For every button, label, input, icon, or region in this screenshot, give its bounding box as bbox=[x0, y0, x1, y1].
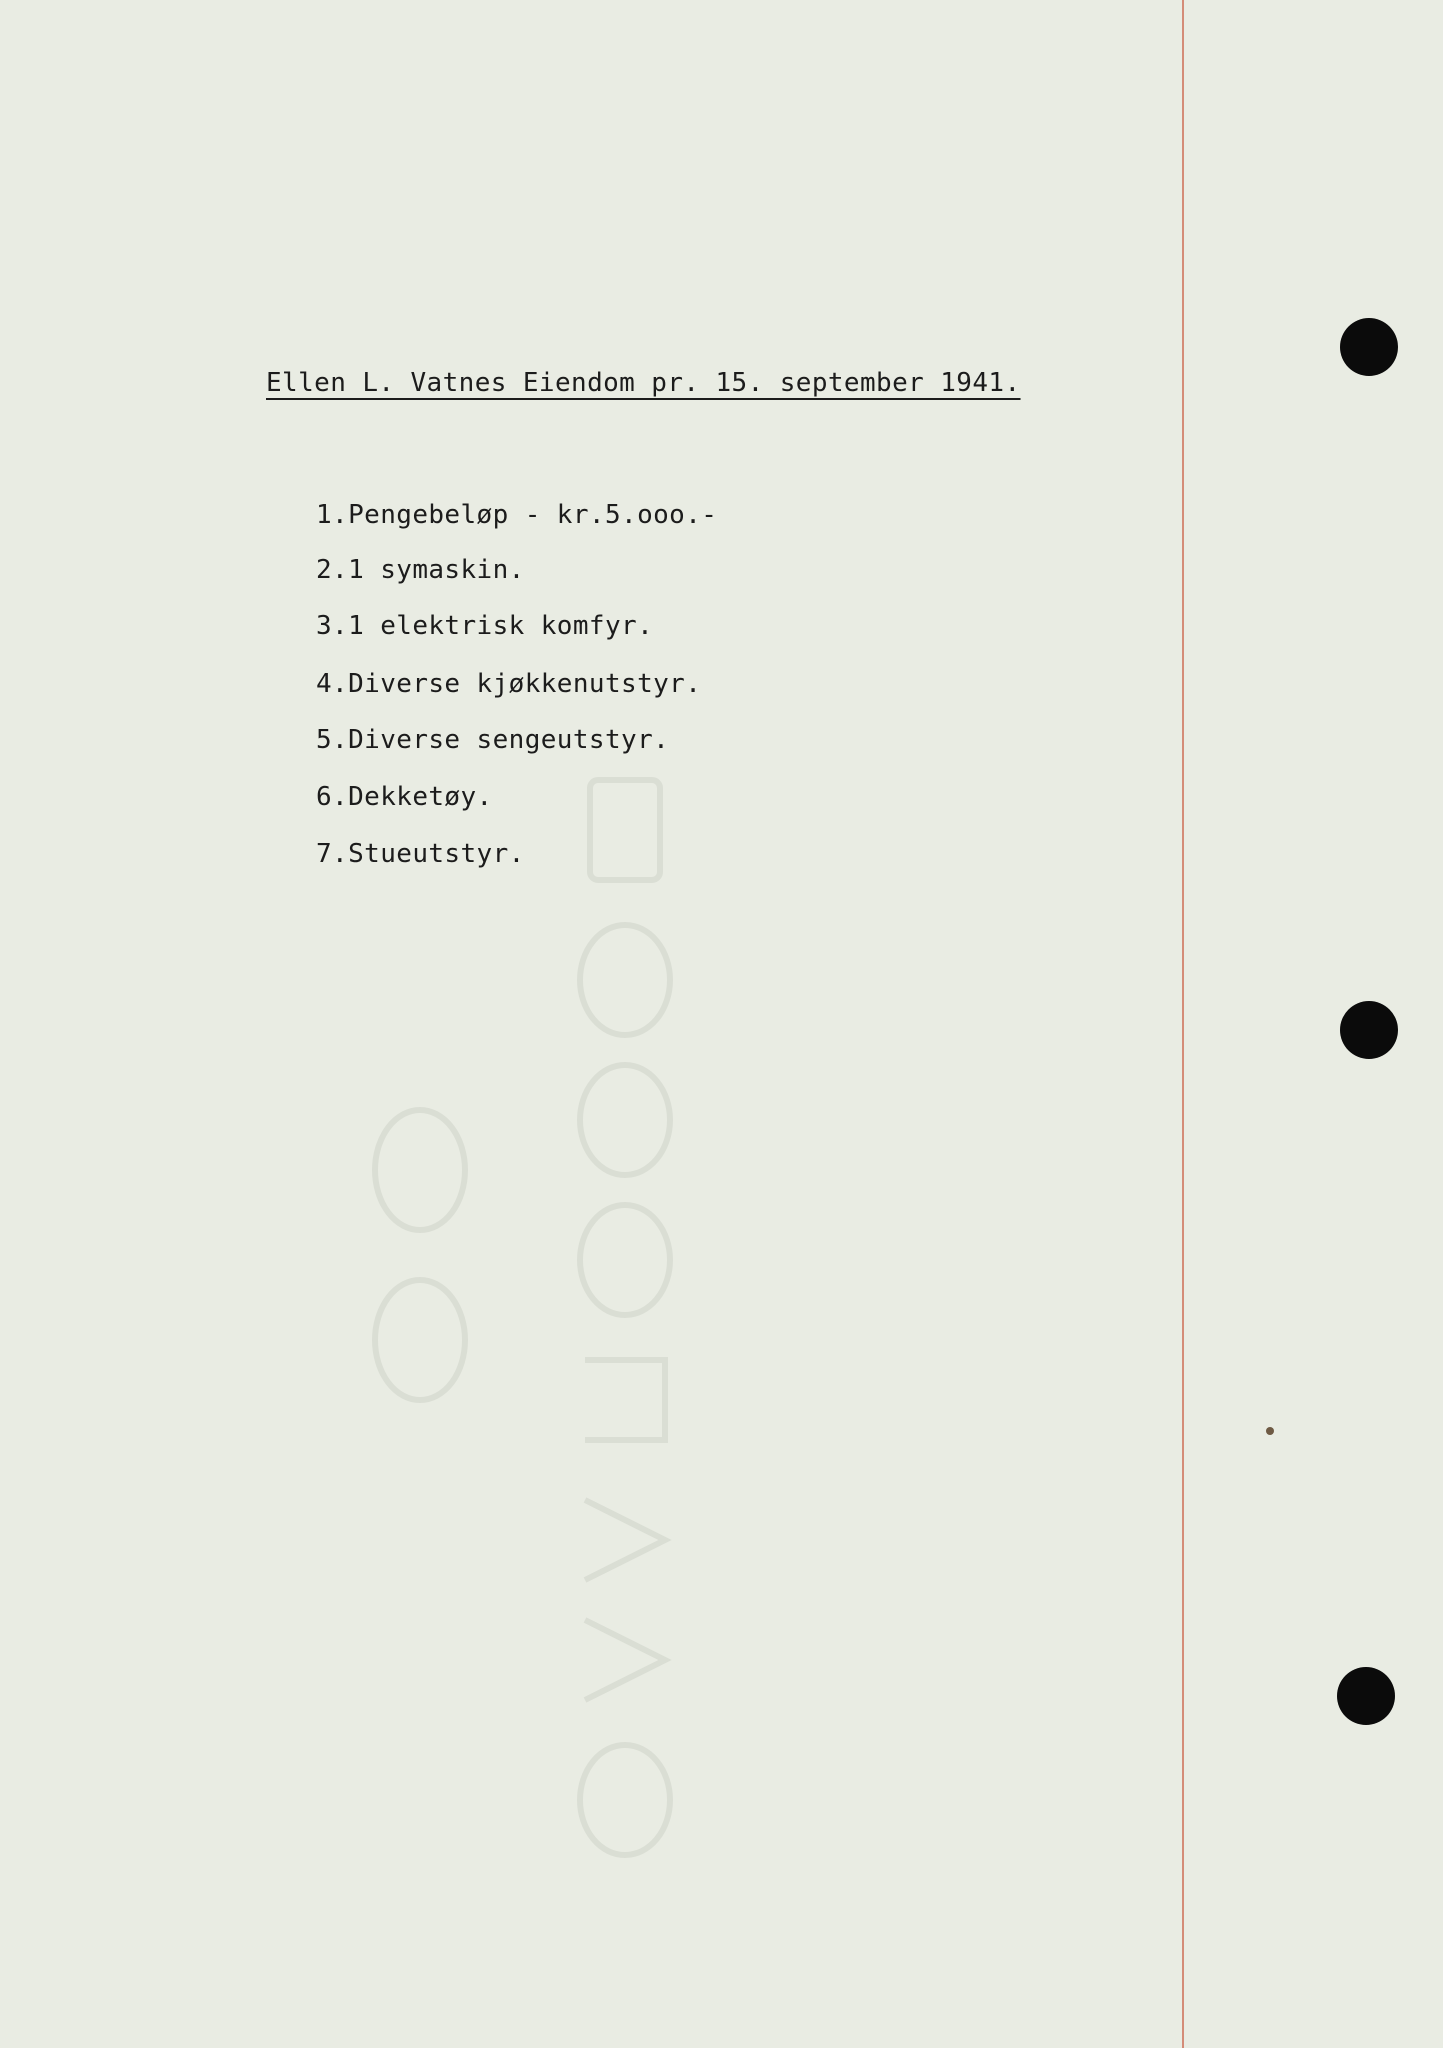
margin-rule bbox=[1182, 0, 1184, 2048]
list-item: 7.Stueutstyr. bbox=[316, 839, 525, 869]
list-item: 1.Pengebeløp - kr.5.ooo.- bbox=[316, 500, 718, 530]
list-item: 2.1 symaskin. bbox=[316, 555, 525, 585]
punch-hole-middle bbox=[1340, 1001, 1398, 1059]
punch-hole-top bbox=[1340, 318, 1398, 376]
show-through-stamp bbox=[360, 720, 700, 1960]
list-item: 4.Diverse kjøkkenutstyr. bbox=[316, 669, 702, 699]
paper-speck bbox=[1266, 1427, 1274, 1435]
document-heading: Ellen L. Vatnes Eiendom pr. 15. september 1941. bbox=[266, 368, 1021, 398]
list-item: 5.Diverse sengeutstyr. bbox=[316, 725, 670, 755]
punch-hole-bottom bbox=[1337, 1667, 1395, 1725]
list-item: 3.1 elektrisk komfyr. bbox=[316, 611, 654, 641]
list-item: 6.Dekketøy. bbox=[316, 782, 493, 812]
